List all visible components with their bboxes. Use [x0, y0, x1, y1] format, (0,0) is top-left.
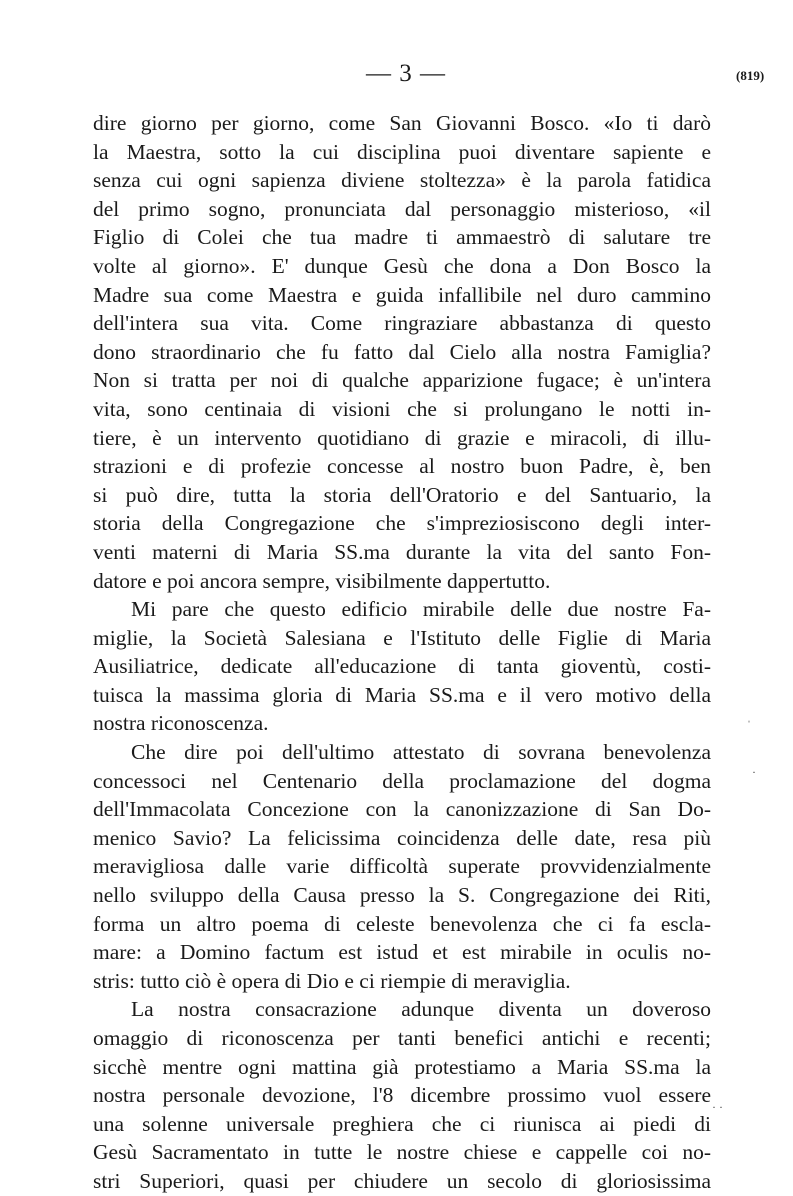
text-line: [93, 138, 711, 167]
text-run: dono straordinario che fu fatto dal Cielo alla nostra Famiglia?: [93, 339, 711, 364]
italic-text: tanta gioventù, costi-: [496, 654, 711, 679]
text-run: senza cui ogni sapienza diviene stoltezza» è la parola fatidica: [93, 168, 711, 193]
text-line: [93, 1167, 711, 1196]
italic-text: difficoltà superate: [349, 854, 520, 879]
text-line: [93, 624, 711, 653]
text-line: [93, 538, 711, 567]
page-number: — 3 —: [366, 60, 446, 87]
text-line: [93, 881, 711, 910]
text-line: [93, 166, 711, 195]
text-run: Gesù Sacramentato in tutte le nostre chiese e cappelle coi no-: [93, 1140, 711, 1165]
text-run: sicchè mentre: [93, 1054, 238, 1079]
text-line: [93, 795, 711, 824]
text-run: dell'intera sua vita. Come ringraziare abbastanza di questo: [93, 311, 711, 336]
text-line: [93, 852, 711, 881]
italic-text: Io ti darò: [614, 111, 711, 135]
text-run: stri Superiori, quasi per chiudere un secolo di gloriosissima: [93, 1168, 711, 1193]
text-run: vita, sono centinaia di visioni che si prolungano le notti in-: [93, 396, 711, 421]
text-run: Mi pare che questo edificio mirabile delle due nostre Fa-: [131, 597, 711, 622]
text-line: [93, 938, 711, 967]
italic-text: ogni mattina: [238, 1054, 357, 1079]
italic-text: la Maestra,: [93, 139, 202, 164]
text-line: [93, 395, 711, 424]
text-run: nostra personale devozione, l'8 dicembre prossimo vuol essere: [93, 1083, 711, 1108]
text-line: [93, 1081, 711, 1110]
text-line: [93, 767, 711, 796]
text-line: [93, 738, 711, 767]
margin-mark: ˈ: [747, 718, 751, 732]
text-line: [93, 1110, 711, 1139]
page-code: (819): [736, 68, 765, 83]
text-line: [93, 481, 711, 510]
text-run: si può dire, tutta la storia dell'Oratorio e del Santuario, la: [93, 482, 711, 507]
text-run: già protestiamo a Maria SS.ma la: [356, 1054, 711, 1079]
text-run: Ausiliatrice, dedicate all'educazione di: [93, 654, 497, 679]
text-line: [93, 338, 711, 367]
text-line: [93, 910, 711, 939]
text-run: forma un altro poema di celeste benevolenza che ci fa escla-: [93, 911, 711, 936]
text-run: : tutto ciò è opera di Dio e ci riempie di meraviglia.: [128, 968, 571, 993]
body-text: [93, 109, 711, 1196]
text-run: del primo sogno, pronunciata dal personaggio misterioso, «il: [93, 196, 711, 221]
text-line: [93, 366, 711, 395]
text-line: [93, 595, 711, 624]
text-line: [93, 252, 711, 281]
text-line: [93, 309, 711, 338]
text-line: [93, 1053, 711, 1082]
text-run: nello sviluppo della Causa presso la S. Congregazione dei Riti,: [93, 883, 711, 908]
text-run: di Maria SS.ma e il vero motivo della: [322, 682, 711, 707]
text-run: Figlio di Colei che tua madre ti ammaestrò di salutare tre: [93, 225, 711, 250]
margin-mark: ·: [752, 765, 756, 779]
text-run: dire giorno per giorno, come San Giovanni Bosco. «: [93, 111, 615, 135]
text-line: [93, 567, 711, 596]
text-run: datore e poi ancora sempre, visibilmente dappertutto.: [93, 568, 551, 593]
text-run: provvidenzialmente: [519, 854, 711, 879]
text-run: omaggio di riconoscenza per: [93, 1026, 398, 1050]
text-run: meravigliosa dalle varie: [93, 854, 350, 879]
text-line: [93, 1024, 711, 1053]
text-line: [93, 824, 711, 853]
text-run: e recenti;: [600, 1026, 711, 1050]
italic-text: tuisca la massima gloria: [93, 682, 323, 707]
text-line: [93, 709, 711, 738]
text-run: tiere, è un intervento quotidiano di grazie e miracoli, di illu-: [93, 425, 711, 450]
text-line: [93, 109, 711, 138]
margin-mark: · ·: [712, 1100, 723, 1114]
italic-text: a Domino factum est istud et est mirabile in oculis no-: [156, 940, 711, 965]
text-line: [93, 967, 711, 996]
text-run: mare:: [93, 940, 157, 965]
text-run: menico Savio? La felicissima coincidenza delle date, resa più: [93, 825, 711, 850]
italic-text: tanti benefici antichi: [397, 1026, 601, 1050]
text-run: Che dire poi dell'ultimo attestato di sovrana benevolenza: [131, 740, 711, 765]
text-run: dell'Immacolata Concezione con la canonizzazione di San Do-: [93, 797, 711, 822]
text-line: [93, 681, 711, 710]
text-run: strazioni e di profezie concesse al nostro buon Padre, è, ben: [93, 454, 711, 479]
text-run: una solenne universale preghiera che ci riunisca ai piedi di: [93, 1111, 711, 1136]
text-run: Madre sua come Maestra e guida infallibile nel duro cammino: [93, 282, 711, 307]
text-run: venti materni di Maria SS.ma durante la vita del santo Fon-: [93, 539, 711, 564]
text-line: [93, 995, 711, 1024]
text-line: [93, 452, 711, 481]
text-run: nostra riconoscenza.: [93, 711, 269, 736]
text-line: [93, 424, 711, 453]
text-line: [93, 652, 711, 681]
text-line: [93, 281, 711, 310]
text-run: concessoci nel Centenario della proclamazione del dogma: [93, 768, 711, 793]
page-header: [0, 60, 793, 90]
text-run: La nostra consacrazione adunque diventa un doveroso: [131, 997, 711, 1022]
text-run: Non si tratta per noi di qualche apparizione fugace; è un'intera: [93, 368, 711, 393]
text-run: miglie, la Società Salesiana e l'Istituto delle Figlie di Maria: [93, 625, 711, 650]
text-line: [93, 1138, 711, 1167]
text-run: volte al giorno». E' dunque Gesù che dona a Don Bosco la: [93, 253, 711, 278]
text-line: [93, 223, 711, 252]
text-line: [93, 509, 711, 538]
italic-text: stris: [93, 968, 129, 993]
text-line: [93, 195, 711, 224]
text-run: sotto la cui disciplina puoi diventare sapiente e: [201, 139, 712, 164]
text-run: storia della Congregazione che s'impreziosiscono degli inter-: [93, 511, 711, 536]
